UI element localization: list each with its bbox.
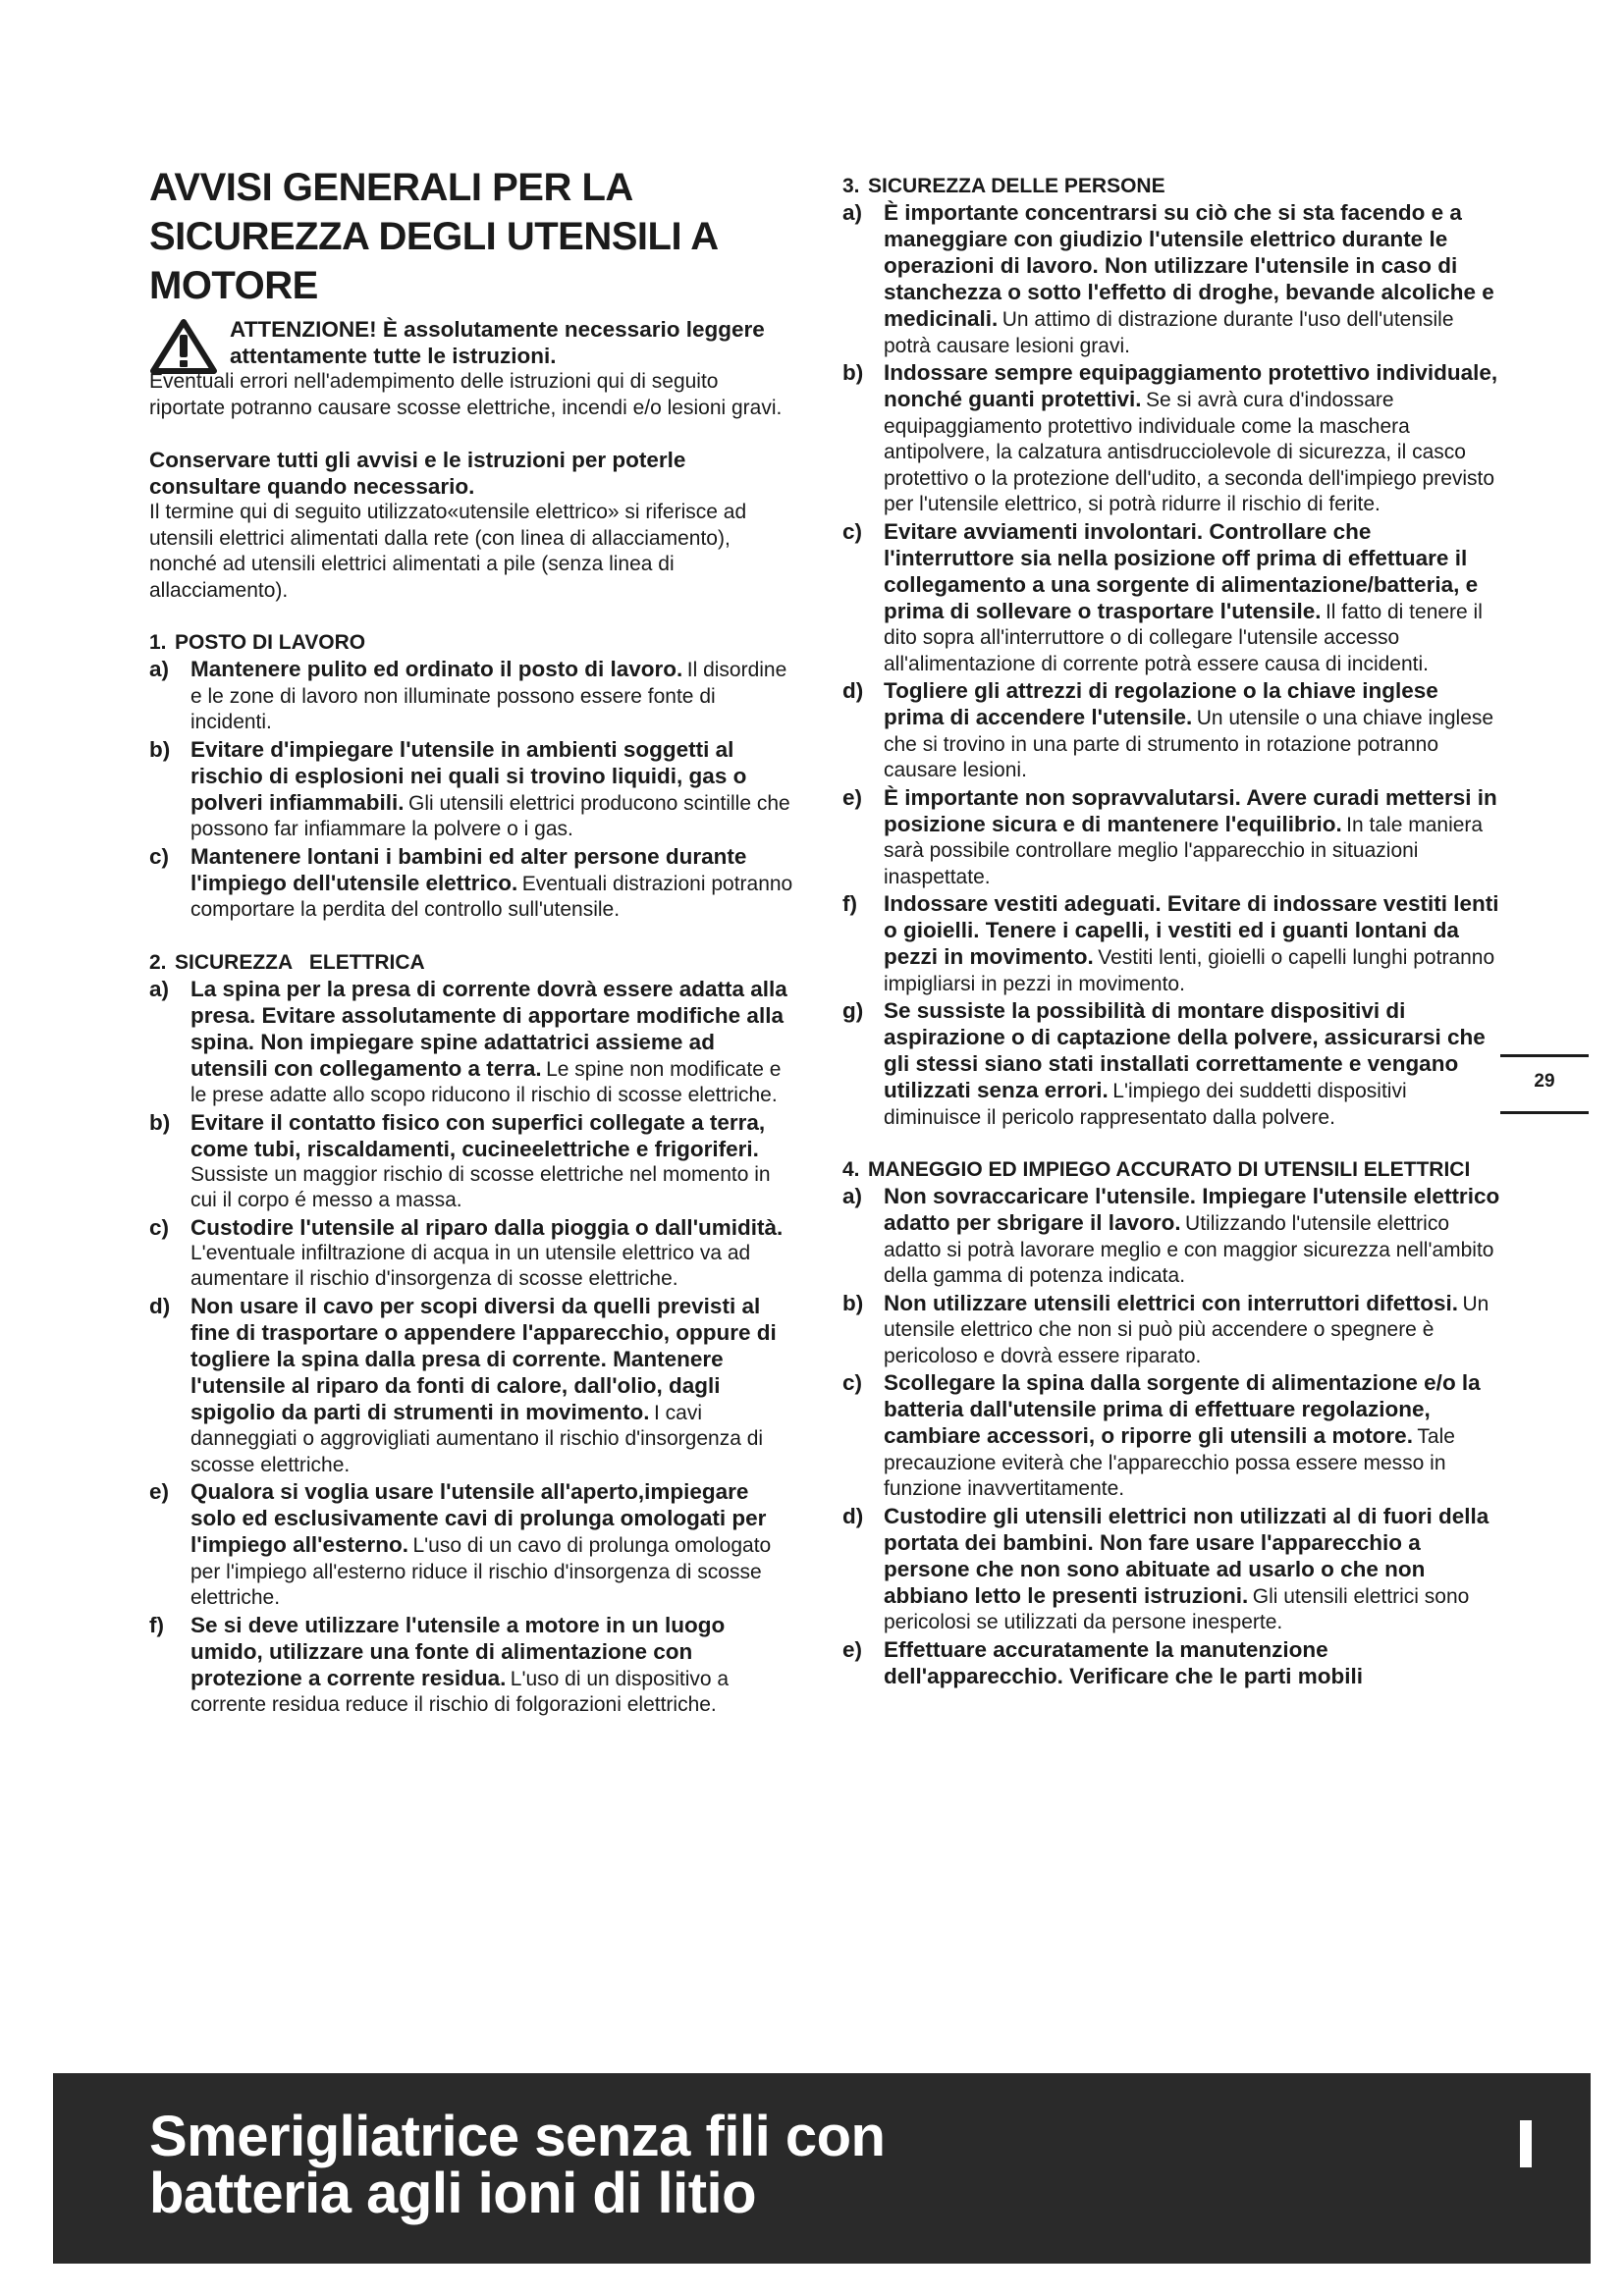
section-heading: 2. SICUREZZA ELETTRICA xyxy=(149,950,425,974)
list-item: b) Indossare sempre equipaggiamento protettivo individuale, nonché guanti protettivi. Se si avrà cura d'indossare equipaggiamento protettivo individuale come la maschera antipolvere, la calzatura antisdrucciolevole di sicurezza, il casco protettivo o la protezione dell'udito, a seconda dell'impiego previsto per l'utensile elettrico, si potrà ridurre il rischio di ferite. xyxy=(842,360,1498,515)
list-item: a) Non sovraccaricare l'utensile. Impiegare l'utensile elettrico adatto per sbrigare il lavoro. Utilizzando l'utensile elettrico adatto si potrà lavorare meglio e con maggior sicurezza nell'ambito della gamma di potenza indicata. xyxy=(842,1184,1500,1287)
footer-band xyxy=(53,2073,1591,2264)
list-item: f) Indossare vestiti adeguati. Evitare di indossare vestiti lenti o gioielli. Tenere i capelli, i vestiti ed i guanti lontani da pezzi in movimento. Vestiti lenti, gioielli o capelli lunghi potranno impigliarsi in pezzi in movimento. xyxy=(842,891,1499,995)
page-marker-rule-top xyxy=(1500,1054,1589,1057)
list-item: a) È importante concentrarsi su ciò che si sta facendo e a maneggiare con giudizio l'utensile elettrico durante le operazioni di lavoro. Non utilizzare l'utensile in caso di stanchezza o sotto l'effetto di droghe, bevande alcoliche e medicinali. Un attimo di distrazione durante l'uso dell'utensile potrà causare lesioni gravi. xyxy=(842,200,1494,357)
left-column xyxy=(149,163,797,1719)
section-heading: 1. POSTO DI LAVORO xyxy=(149,631,366,654)
list-item: e) È importante non sopravvalutarsi. Avere curadi mettersi in posizione sicura e di mantenere l'equilibrio. In tale maniera sarà possibile controllare meglio l'apparecchio in situazioni inaspettate. xyxy=(842,784,1497,888)
right-column xyxy=(842,173,1500,1689)
keep-instructions-heading: Conservare tutti gli avvisi e le istruzioni per poterle consultare quando necessario. xyxy=(149,448,686,499)
page-marker-rule-bottom xyxy=(1500,1111,1589,1114)
product-title: Smerigliatrice senza fili con batteria agli ioni di litio xyxy=(149,2105,886,2225)
page-title: AVVISI GENERALI PER LA SICUREZZA DEGLI UTENSILI A MOTORE xyxy=(149,166,718,307)
list-item: c) Mantenere lontani i bambini ed alter persone durante l'impiego dell'utensile elettrico. Eventuali distrazioni potranno comportare la perdita del controllo sull'utensile. xyxy=(149,843,793,921)
list-item: d) Togliere gli attrezzi di regolazione o la chiave inglese prima di accendere l'utensile. Un utensile o una chiave inglese che si trovino in una parte di strumento in rotazione potranno causare lesioni. xyxy=(842,678,1494,781)
list-item: f) Se si deve utilizzare l'utensile a motore in un luogo umido, utilizzare una fonte di alimentazione con protezione a corrente residua. L'uso di un dispositivo a corrente residua reduce il rischio di folgorazioni elettriche. xyxy=(149,1612,730,1716)
list-item: d) Custodire gli utensili elettrici non utilizzati al di fuori della portata dei bambini. Non fare usare l'apparecchio a persone che non sono abituate ad usarlo o che non abbiano letto le presenti istruzioni. Gli utensili elettrici sono pericolosi se utilizzati da persone inesperte. xyxy=(842,1503,1489,1633)
list-item: d) Non usare il cavo per scopi diversi da quelli previsti al fine di trasportare o appendere l'apparecchio, oppure di togliere la spina dalla presa di corrente. Mantenere l'utensile al riparo da fonti di calore, dall'olio, dagli spigolio da parti di strumenti in movimento. I cavi danneggiati o aggrovigliati aumentano il rischio d'insorgenza di scosse elettriche. xyxy=(149,1293,777,1476)
list-item: a) La spina per la presa di corrente dovrà essere adatta alla presa. Evitare assolutamente di apportare modifiche alla spina. Non impiegare spine adattatrici assieme ad utensili con collegamento a terra. Le spine non modificate e le prese adatte allo scopo riducono il rischio di scosse elettriche. xyxy=(149,976,787,1106)
list-item: c) Scollegare la spina dalla sorgente di alimentazione e/o la batteria dall'utensile prima di effettuare regolazione, cambiare accessori, o riporre gli utensili a motore. Tale precauzione eviterà che l'apparecchio possa essere messo in funzione inavvertitamente. xyxy=(842,1370,1481,1500)
warning-text: Eventuali errori nell'adempimento delle istruzioni qui di seguito riportate potranno causare scosse elettriche, incendi e/o lesioni gravi. xyxy=(149,370,783,419)
language-marker xyxy=(1520,2120,1532,2167)
section-heading: 4. MANEGGIO ED IMPIEGO ACCURATO DI UTENSILI ELETTRICI xyxy=(842,1158,1471,1181)
section-heading: 3. SICUREZZA DELLE PERSONE xyxy=(842,175,1165,197)
list-item: e) Qualora si voglia usare l'utensile all'aperto,impiegare solo ed esclusivamente cavi di prolunga omologati per l'impiego all'esterno. L'uso di un cavo di prolunga omologato per l'impiego all'esterno riduce il rischio d'insorgenza di scosse elettriche. xyxy=(149,1479,772,1609)
list-item: c) Custodire l'utensile al riparo dalla pioggia o dall'umidità. L'eventuale infiltrazione di acqua in un utensile elettrico va ad aumentare il rischio d'insorgenza di scosse elettriche. xyxy=(149,1214,784,1290)
list-item: e) Effettuare accuratamente la manutenzione dell'apparecchio. Verificare che le parti mobili xyxy=(842,1636,1364,1688)
list-item: c) Evitare avviamenti involontari. Controllare che l'interruttore sia nella posizione off prima di effettuare il collegamento a una sorgente di alimentazione/batteria, e prima di sollevare o trasportare l'utensile. Il fatto di tenere il dito sopra all'interruttore o di collegare l'utensile accesso all'alimentazione di corrente potrà essere causa di incidenti. xyxy=(842,518,1483,675)
keep-instructions-text: Il termine qui di seguito utilizzato«utensile elettrico» si riferisce ad utensili elettrici alimentati dalla rete (con linea di allacciamento), nonché ad utensili elettrici alimentati a pile (senza linea di allacciamento). xyxy=(149,501,747,602)
list-item: a) Mantenere pulito ed ordinato il posto di lavoro. Il disordine e le zone di lavoro non illuminate possono essere fonte di incidenti. xyxy=(149,657,787,733)
list-item: b) Evitare il contatto fisico con superfici collegate a terra, come tubi, riscaldamenti, cucineelettriche e frigoriferi. Sussiste un maggior rischio di scosse elettriche nel momento in cui il corpo é messo a massa. xyxy=(149,1109,771,1211)
list-item: b) Evitare d'impiegare l'utensile in ambienti soggetti al rischio di esplosioni nei quali si trovino liquidi, gas o polveri infiammabili. Gli utensili elettrici producono scintille che possono far infiammare la polvere o i gas. xyxy=(149,736,790,840)
warning-triangle-icon xyxy=(149,318,218,375)
page-number: 29 xyxy=(1534,1071,1555,1092)
list-item: g) Se sussiste la possibilità di montare dispositivi di aspirazione o di captazione della polvere, assicurarsi che gli stessi siano stati installati correttamente e vengano utilizzati senza errori. L'impiego dei suddetti dispositivi diminuisce il pericolo rappresentato dalla polvere. xyxy=(842,998,1486,1129)
warning-block xyxy=(149,316,797,421)
warning-heading: ATTENZIONE! È assolutamente necessario leggere attentamente tutte le istruzioni. xyxy=(230,317,765,368)
list-item: b) Non utilizzare utensili elettrici con interruttori difettosi. Un utensile elettrico che non si può più accendere o spegnere è pericoloso e dovrà essere riparato. xyxy=(842,1290,1489,1367)
